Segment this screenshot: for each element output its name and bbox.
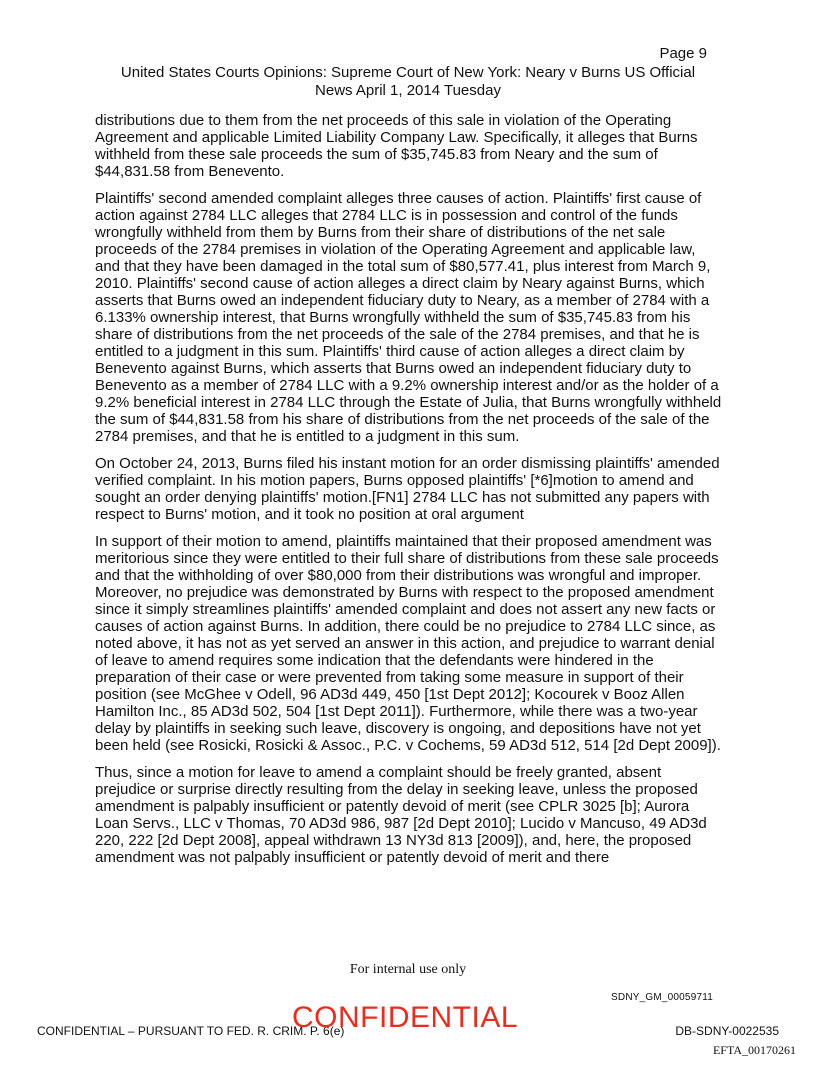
bates-number-db-sdny: DB-SDNY-0022535 xyxy=(675,1024,779,1038)
confidential-notice: CONFIDENTIAL – PURSUANT TO FED. R. CRIM. P. 6(e) xyxy=(37,1024,345,1038)
paragraph: In support of their motion to amend, plaintiffs maintained that their proposed amendment was meritorious since they were entitled to their full share of distributions from these sale proceeds and that the withholding of over $80,000 from their distributions was wrongful and improper. Moreover, no prejudice was demonstrated by Burns with respect to the proposed amendment since it simply streamlines plaintiffs' amended complaint and does not assert any new facts or causes of action against Burns. In addition, there could be no prejudice to 2784 LLC since, as noted above, it has not as yet served an answer in this action, and prejudice to warrant denial of leave to amend requires some indication that the defendants were hindered in the preparation of their case or were prevented from taking some measure in support of their position (see McGhee v Odell, 96 AD3d 449, 450 [1st Dept 2012]; Kocourek v Booz Allen Hamilton Inc., 85 AD3d 502, 504 [1st Dept 2011]). Furthermore, while there was a two-year delay by plaintiffs in seeking such leave, discovery is ongoing, and depositions have not yet been held (see Rosicki, Rosicki & Assoc., P.C. v Cochems, 59 AD3d 512, 514 [2d Dept 2009]). xyxy=(95,533,721,754)
paragraph: Plaintiffs' second amended complaint alleges three causes of action. Plaintiffs' first cause of action against 2784 LLC alleges that 2784 LLC is in possession and control of the funds wrongfully withheld from them by Burns from their share of distributions of the net sale proceeds of the 2784 premises in violation of the Operating Agreement and applicable law, and that they have been damaged in the total sum of $80,577.41, plus interest from March 9, 2010. Plaintiffs' second cause of action alleges a direct claim by Neary against Burns, which asserts that Burns owed an independent fiduciary duty to Neary, as a member of 2784 with a 6.133% ownership interest, that Burns wrongfully withheld the sum of $35,745.83 from his share of distributions from the net proceeds of the sale of the 2784 premises, and that he is entitled to a judgment in this sum. Plaintiffs' third cause of action alleges a direct claim by Benevento against Burns, which asserts that Burns owed an independent fiduciary duty to Benevento as a member of 2784 LLC with a 9.2% ownership interest and/or as the holder of a 9.2% beneficial interest in 2784 LLC through the Estate of Julia, that Burns wrongfully withheld the sum of $44,831.58 from his share of distributions from the net proceeds of the sale of the 2784 premises, and that he is entitled to a judgment in this sum. xyxy=(95,190,722,445)
bates-number-sdny-gm: SDNY_GM_00059711 xyxy=(611,992,713,1003)
internal-use-note: For internal use only xyxy=(349,962,467,977)
document-header xyxy=(96,64,720,100)
header-title-line-1: United States Courts Opinions: Supreme Court of New York: Neary v Burns US Official xyxy=(120,64,696,81)
confidential-stamp: CONFIDENTIAL xyxy=(292,1001,519,1034)
page-number: Page 9 xyxy=(659,45,707,62)
opinion-body xyxy=(95,112,724,876)
paragraph: Thus, since a motion for leave to amend a complaint should be freely granted, absent prejudice or surprise directly resulting from the delay in seeking leave, unless the proposed amendment is palpably insufficient or patently devoid of merit (see CPLR 3025 [b]; Aurora Loan Servs., LLC v Thomas, 70 AD3d 986, 987 [2d Dept 2010]; Lucido v Mancuso, 49 AD3d 220, 222 [2d Dept 2008], appeal withdrawn 13 NY3d 813 [2009]), and, here, the proposed amendment was not palpably insufficient or patently devoid of merit and there xyxy=(95,764,707,866)
paragraph: On October 24, 2013, Burns filed his instant motion for an order dismissing plaintiffs' amended verified complaint. In his motion papers, Burns opposed plaintiffs' [*6]motion to amend and sought an order denying plaintiffs' motion.[FN1] 2784 LLC has not submitted any papers with respect to Burns' motion, and it took no position at oral argument xyxy=(95,455,720,523)
paragraph: distributions due to them from the net proceeds of this sale in violation of the Operating Agreement and applicable Limited Liability Company Law. Specifically, it alleges that Burns withheld from these sale proceeds the sum of $35,745.83 from Neary and the sum of $44,831.58 from Benevento. xyxy=(95,112,698,180)
header-title-line-2: News April 1, 2014 Tuesday xyxy=(315,82,501,99)
efta-identifier: EFTA_00170261 xyxy=(712,1043,796,1057)
